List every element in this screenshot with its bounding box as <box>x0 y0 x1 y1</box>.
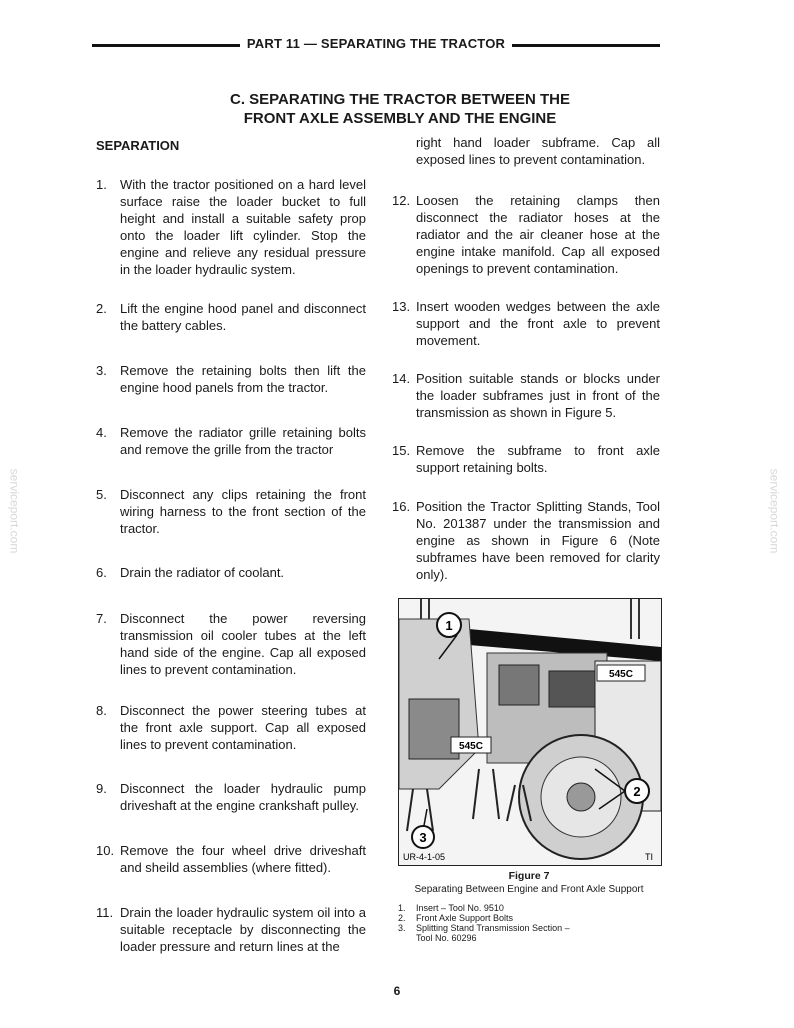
legend-text: Splitting Stand Transmission Section – Tool No. 60296 <box>416 923 570 943</box>
item-number: 5. <box>96 487 107 502</box>
item-text: Remove the retaining bolts then lift the engine hood panels from the tractor. <box>120 363 366 395</box>
engine-detail <box>549 671 597 707</box>
tractor-split-drawing <box>399 599 661 865</box>
page-number: 6 <box>393 984 401 998</box>
callout-3 <box>412 826 434 848</box>
figure-ref-code: UR-4-1-05 <box>403 852 446 862</box>
engine-detail <box>499 665 539 705</box>
item-text: Insert wooden wedges between the axle support and the front axle to prevent movement. <box>416 299 660 348</box>
item-text: Loosen the retaining clamps then disconnect the radiator hoses at the radiator and the air cleaner hose at the engine intake manifold. Cap all exposed openings to prevent contamination. <box>416 193 660 276</box>
legend-num: 3. <box>398 923 406 933</box>
item-text: Position suitable stands or blocks under the loader subframes just in front of the transmission as shown in Figure 5. <box>416 371 660 420</box>
title-line-2: FRONT AXLE ASSEMBLY AND THE ENGINE <box>243 110 557 127</box>
item-text: Remove the subframe to front axle support retaining bolts. <box>416 443 660 475</box>
item-number: 9. <box>96 781 107 796</box>
figure-number: Figure 7 <box>508 870 550 882</box>
figure-caption <box>398 870 660 896</box>
legend-item <box>398 923 576 943</box>
item-text: Drain the radiator of coolant. <box>120 565 285 580</box>
title-line-1: C. SEPARATING THE TRACTOR BETWEEN THE <box>229 91 570 108</box>
figure-legend <box>398 903 576 943</box>
wheel-hub <box>567 783 595 811</box>
item-number: 8. <box>96 703 107 718</box>
item-text: Lift the engine hood panel and disconnect the battery cables. <box>120 301 366 333</box>
item-number: 16. <box>392 499 411 514</box>
item-number: 4. <box>96 425 107 440</box>
item-text: Disconnect the loader hydraulic pump driveshaft at the engine crankshaft pulley. <box>120 781 366 813</box>
item-number: 14. <box>392 371 411 386</box>
item-number: 6. <box>96 565 107 580</box>
item-text: Remove the four wheel drive driveshaft and sheild assemblies (where fitted). <box>120 843 366 875</box>
continuation-body: right hand loader subframe. Cap all exposed lines to prevent contamination. <box>416 135 660 167</box>
item-number: 10. <box>96 843 115 858</box>
legend-item <box>398 903 576 913</box>
watermark-left: serviceport.com <box>7 468 22 554</box>
callout-2 <box>625 779 649 803</box>
figure-illustration <box>398 598 662 866</box>
callout-1-label: 1 <box>445 618 453 633</box>
item-number: 2. <box>96 301 107 316</box>
watermark-right: serviceport.com <box>767 468 782 554</box>
legend-text: Front Axle Support Bolts <box>416 913 514 923</box>
model-label-1: 545C <box>609 669 633 680</box>
legend-num: 1. <box>398 903 406 913</box>
item-text: Drain the loader hydraulic system oil into a suitable receptacle by disconnecting the loader pressure and return lines at the <box>120 905 366 954</box>
item-text: Remove the radiator grille retaining bolts and remove the grille from the tractor <box>120 425 366 457</box>
item-text: Disconnect the power steering tubes at the front axle support. Cap all exposed lines to prevent contamination. <box>120 703 366 752</box>
item-number: 1. <box>96 177 107 192</box>
legend-text: Insert – Tool No. 9510 <box>416 903 504 913</box>
header-text: PART 11 — SEPARATING THE TRACTOR <box>246 36 506 51</box>
item-number: 3. <box>96 363 107 378</box>
item-number: 11. <box>96 905 114 920</box>
item-text: Position the Tractor Splitting Stands, Tool No. 201387 under the transmission and engine as shown in Figure 6 (Note subframes have been removed for clarity only). <box>416 499 660 582</box>
legend-num: 2. <box>398 913 406 923</box>
callout-3-label: 3 <box>419 830 427 845</box>
item-number: 15. <box>392 443 411 458</box>
item-number: 7. <box>96 611 107 626</box>
item-number: 13. <box>392 299 411 314</box>
model-label-2: 545C <box>459 741 483 752</box>
legend-item <box>398 913 576 923</box>
item-text: Disconnect the power reversing transmission oil cooler tubes at the left hand side of the engine. Cap all exposed lines to prevent contamination. <box>120 611 366 677</box>
callout-2-label: 2 <box>633 784 641 799</box>
item-text: With the tractor positioned on a hard level surface raise the loader bucket to full height and install a suitable safety prop onto the loader lift cylinder. Stop the engine and relieve any residual pressure in the loader hydraulic system. <box>120 177 366 277</box>
figure-caption-text: Separating Between Engine and Front Axle Support <box>414 884 644 895</box>
item-number: 12. <box>392 193 411 208</box>
figure-ref-mark: TI <box>645 852 653 862</box>
item-text: Disconnect any clips retaining the front wiring harness to the front section of the tractor. <box>120 487 366 536</box>
callout-1 <box>437 613 461 637</box>
section-heading: SEPARATION <box>96 138 180 153</box>
